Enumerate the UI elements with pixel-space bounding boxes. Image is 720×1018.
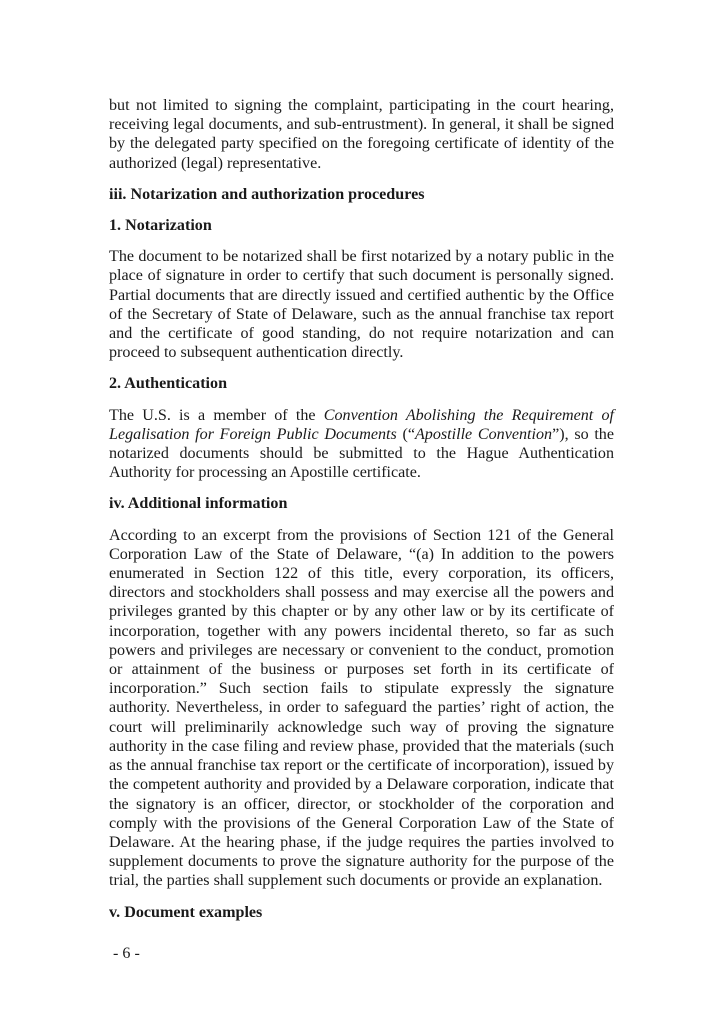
heading-authentication: 2. Authentication (109, 375, 228, 393)
document-page (109, 96, 614, 934)
auth-text-after: ”), so the notarized documents should be submitted to the Hague Authentication Authority for processing an Apostille certificate. (109, 425, 615, 482)
convention-full-name: Convention Abolishing the Requirement of Legalisation for Foreign Public Documents (109, 406, 614, 443)
convention-short-name: Apostille Convention (414, 425, 553, 443)
heading-document-examples: v. Document examples (109, 903, 263, 921)
auth-text-mid: (“ (396, 425, 415, 443)
paragraph-intro: but not limited to signing the complaint, participating in the court hearing, receiving legal documents, and sub-entrustment). In general, it shall be signed by the delegated party specified on the foregoing certificate of identity of the authorized (legal) representative. (109, 97, 614, 172)
auth-text-before: The U.S. is a member of the (109, 406, 324, 424)
paragraph-notarization: The document to be notarized shall be first notarized by a notary public in the place of signature in order to certify that such document is personally signed. Partial documents that are directly issued and certified authentic by the Office of the Secretary of State of Delaware, such as the annual franchise tax report and the certificate of good standing, do not require notarization and can proceed to subsequent authentication directly. (109, 248, 614, 362)
heading-additional-information: iv. Additional information (109, 495, 288, 513)
paragraph-authentication (109, 406, 614, 483)
heading-notarization: 1. Notarization (109, 217, 212, 235)
paragraph-additional-information: According to an excerpt from the provisions of Section 121 of the General Corporation Law of the State of Delaware, “(a) In addition to the powers enumerated in Section 122 of this title, every corporation, its officers, directors and stockholders shall possess and may exercise all the powers and privileges granted by this chapter or by any other law or by its certificate of incorporation, together with any powers incidental thereto, so far as such powers and privileges are necessary or convenient to the conduct, promotion or attainment of the business or purposes set forth in its certificate of incorporation.” Such section fails to stipulate expressly the signature authority. Nevertheless, in order to safeguard the parties’ right of action, the court will preliminarily acknowledge such way of proving the signature authority in the case filing and review phase, provided that the materials (such as the annual franchise tax report or the certificate of incorporation), issued by the competent authority and provided by a Delaware corporation, indicate that the signatory is an officer, director, or stockholder of the corporation and comply with the provisions of the General Corporation Law of the State of Delaware. At the hearing phase, if the judge requires the parties involved to supplement documents to prove the signature authority for the purpose of the trial, the parties shall supplement such documents or provide an explanation. (109, 526, 614, 890)
page-number: - 6 - (113, 945, 140, 962)
heading-notarization-authorization-procedures: iii. Notarization and authorization procedures (109, 185, 425, 203)
